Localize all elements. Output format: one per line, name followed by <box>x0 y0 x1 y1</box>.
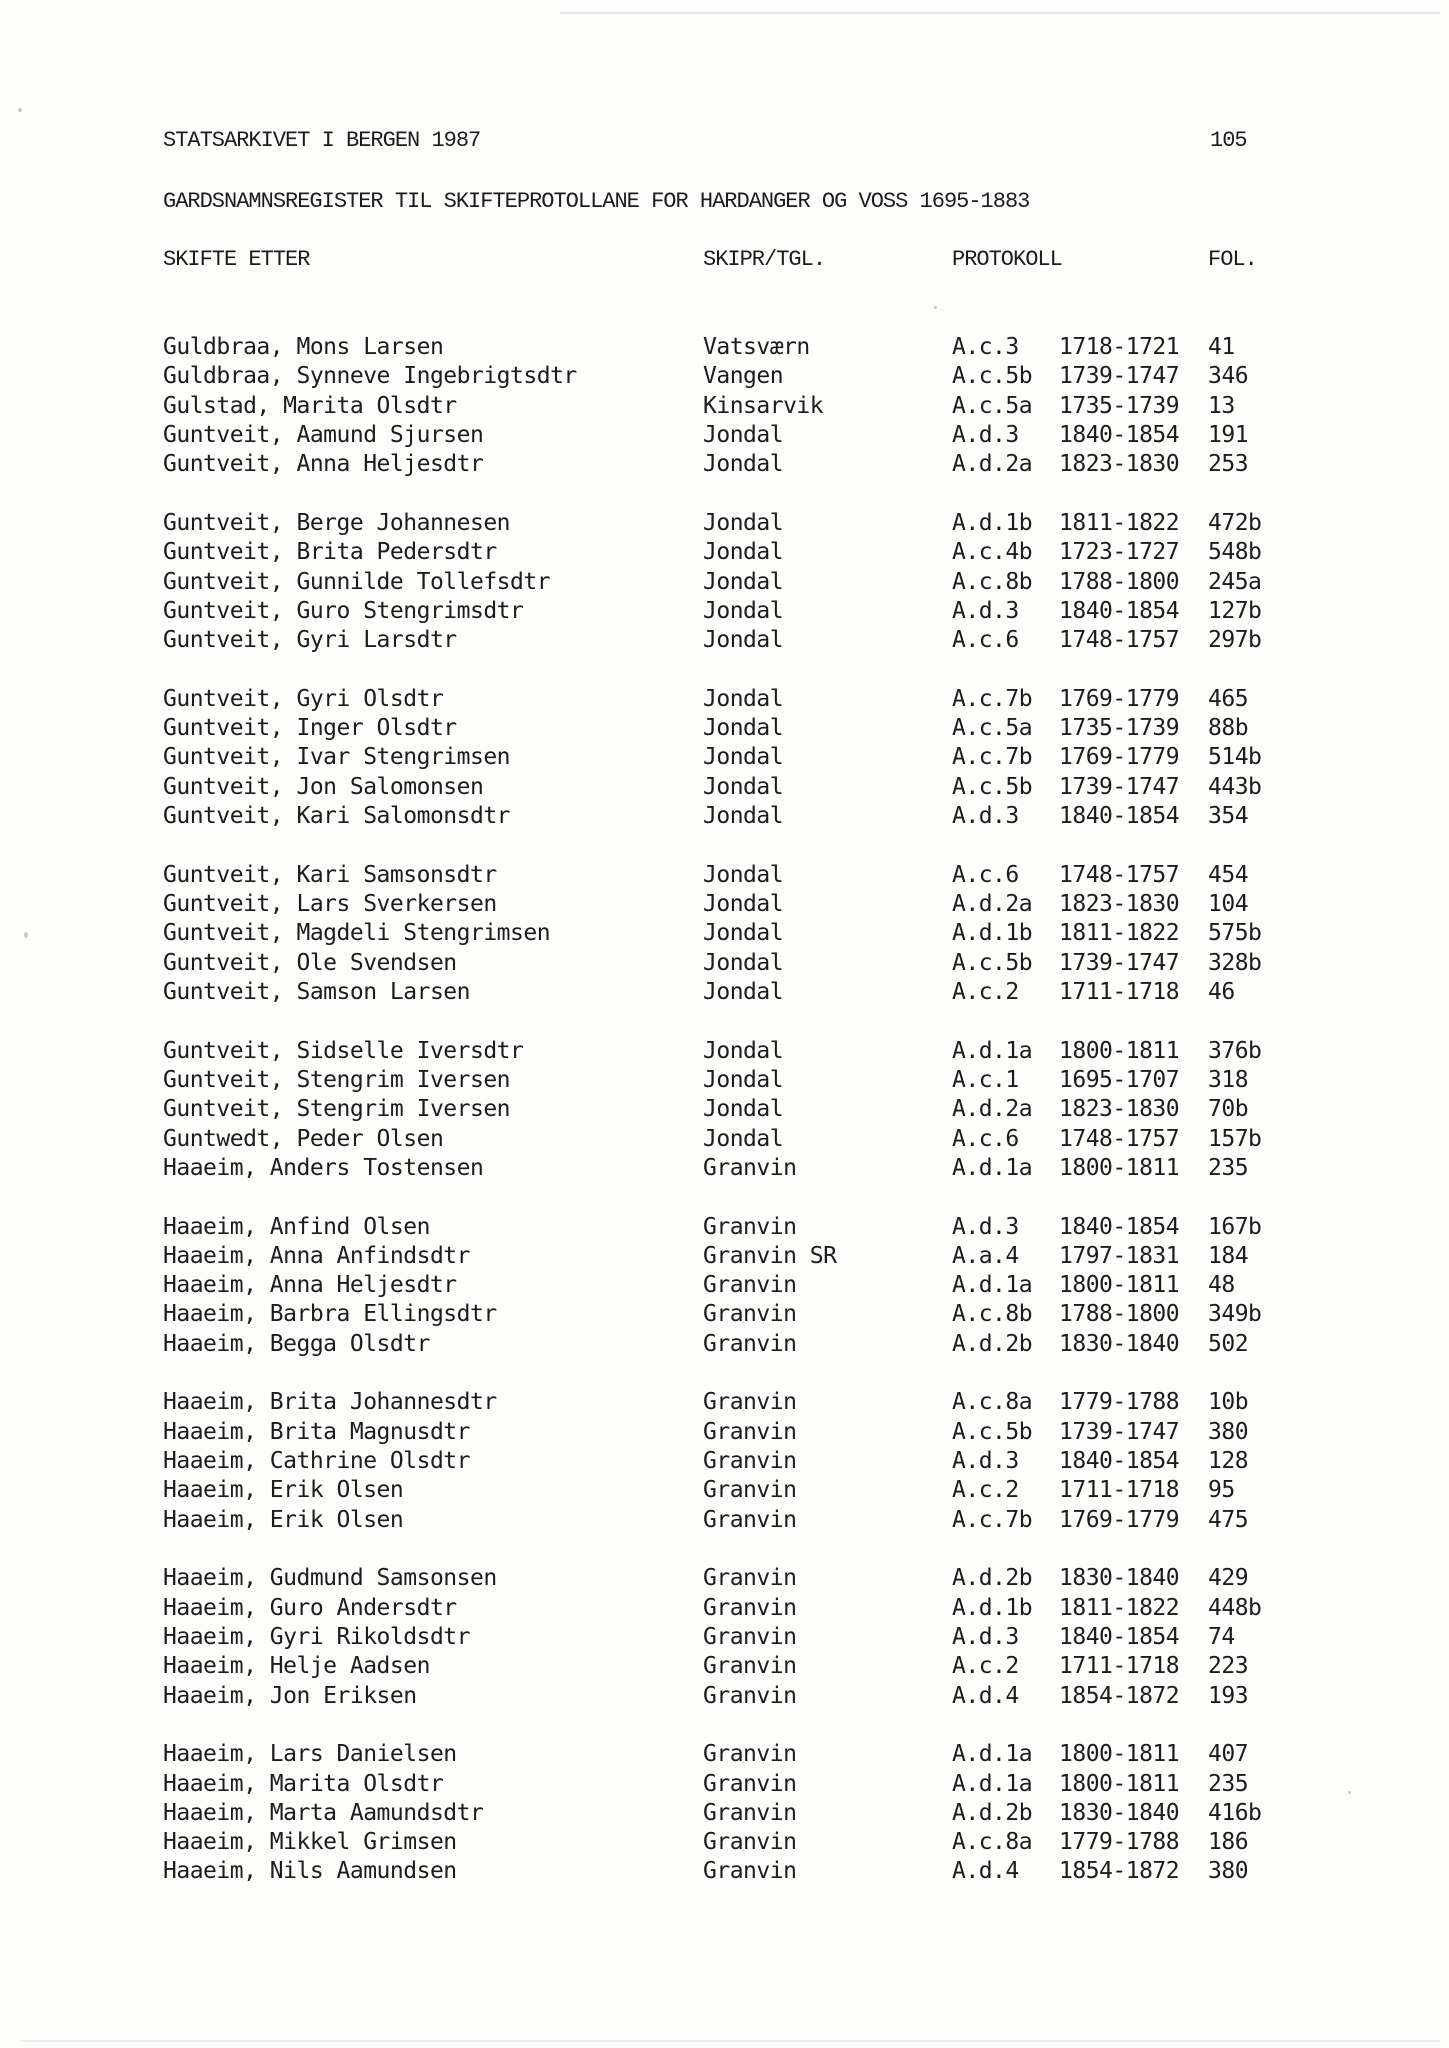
entry-folio: 465 <box>1208 685 1249 712</box>
entry-name: Haaeim, Gyri Rikoldsdtr <box>163 1623 470 1650</box>
entry-name: Guntveit, Gyri Larsdtr <box>163 627 457 654</box>
scan-edge-bottom <box>20 2040 1440 2042</box>
table-row <box>0 597 1449 626</box>
entry-folio: 193 <box>1208 1682 1249 1709</box>
entry-folio: 127b <box>1208 597 1262 624</box>
entry-protocol: A.d.1b <box>952 920 1033 947</box>
entry-years: 1811-1822 <box>1059 509 1180 536</box>
entry-name: Haaeim, Marta Aamundsdtr <box>163 1799 484 1826</box>
entry-place: Jondal <box>703 597 784 624</box>
entry-years: 1811-1822 <box>1059 920 1180 947</box>
table-row <box>0 1857 1449 1886</box>
entry-name: Haaeim, Jon Eriksen <box>163 1682 417 1709</box>
entry-place: Jondal <box>703 1037 784 1064</box>
entry-place: Jondal <box>703 685 784 712</box>
entry-years: 1797-1831 <box>1059 1242 1180 1269</box>
table-row <box>0 1770 1449 1799</box>
entry-protocol: A.d.3 <box>952 1448 1019 1474</box>
entry-name: Guntveit, Kari Samsonsdtr <box>163 861 497 888</box>
entry-years: 1811-1822 <box>1059 1594 1180 1621</box>
entry-years: 1769-1779 <box>1059 1506 1180 1533</box>
archive-heading: STATSARKIVET I BERGEN 1987 <box>163 128 481 153</box>
entry-protocol: A.d.2a <box>952 1096 1033 1123</box>
table-row <box>0 538 1449 567</box>
entry-years: 1840-1854 <box>1059 1623 1180 1650</box>
table-row <box>0 1388 1449 1417</box>
table-row <box>0 1652 1449 1681</box>
entry-protocol: A.d.1a <box>952 1272 1033 1299</box>
entry-years: 1739-1747 <box>1059 949 1180 976</box>
entry-folio: 235 <box>1208 1770 1249 1797</box>
table-row <box>0 1213 1449 1242</box>
entry-name: Haaeim, Lars Danielsen <box>163 1741 457 1768</box>
table-row <box>0 714 1449 743</box>
entry-place: Granvin <box>703 1770 797 1797</box>
entry-protocol: A.d.3 <box>952 803 1019 829</box>
column-header-protokoll: PROTOKOLL <box>952 247 1062 272</box>
entry-place: Granvin <box>703 1477 797 1504</box>
table-row <box>0 1125 1449 1154</box>
table-row <box>0 685 1449 714</box>
entry-folio: 407 <box>1208 1741 1249 1768</box>
column-header-skifte-etter: SKIFTE ETTER <box>163 247 310 272</box>
entry-folio: 472b <box>1208 509 1262 536</box>
entry-name: Guntveit, Sidselle Iversdtr <box>163 1037 524 1064</box>
table-row <box>0 1828 1449 1857</box>
entry-folio: 475 <box>1208 1506 1249 1533</box>
entry-place: Granvin <box>703 1418 797 1445</box>
scan-speck <box>18 108 22 112</box>
table-row <box>0 1623 1449 1652</box>
scan-speck <box>24 932 28 938</box>
entry-name: Haaeim, Erik Olsen <box>163 1477 404 1504</box>
table-row <box>0 861 1449 890</box>
table-row <box>0 1154 1449 1183</box>
entry-years: 1840-1854 <box>1059 421 1180 448</box>
entry-name: Guntveit, Brita Pedersdtr <box>163 539 497 566</box>
entry-protocol: A.c.6 <box>952 861 1019 888</box>
entry-name: Guldbraa, Mons Larsen <box>163 334 444 360</box>
entry-protocol: A.d.1b <box>952 1594 1033 1621</box>
entry-protocol: A.c.5b <box>952 773 1033 800</box>
entry-protocol: A.c.5b <box>952 363 1033 390</box>
table-row <box>0 743 1449 772</box>
table-row <box>0 890 1449 919</box>
entry-protocol: A.d.1a <box>952 1154 1033 1181</box>
entry-protocol: A.d.4 <box>952 1858 1019 1885</box>
entry-name: Guntveit, Jon Salomonsen <box>163 773 484 800</box>
table-row <box>0 1095 1449 1124</box>
entry-name: Haaeim, Begga Olsdtr <box>163 1330 430 1357</box>
entry-place: Jondal <box>703 803 784 829</box>
entry-name: Haaeim, Anfind Olsen <box>163 1213 430 1240</box>
entry-protocol: A.d.3 <box>952 597 1019 624</box>
entry-folio: 416b <box>1208 1799 1262 1826</box>
entry-name: Guntveit, Anna Heljesdtr <box>163 451 484 478</box>
entry-protocol: A.c.7b <box>952 1506 1033 1533</box>
entry-place: Jondal <box>703 773 784 800</box>
entry-name: Gulstad, Marita Olsdtr <box>163 392 457 419</box>
table-row <box>0 1300 1449 1329</box>
entry-place: Granvin <box>703 1653 797 1680</box>
entry-name: Guntveit, Ole Svendsen <box>163 949 457 976</box>
entry-protocol: A.d.2b <box>952 1799 1033 1826</box>
entry-place: Granvin <box>703 1623 797 1650</box>
entry-folio: 297b <box>1208 627 1262 654</box>
entry-protocol: A.d.4 <box>952 1682 1019 1709</box>
entry-folio: 514b <box>1208 744 1262 771</box>
entry-place: Granvin <box>703 1154 797 1181</box>
entry-protocol: A.d.2b <box>952 1330 1033 1357</box>
table-row <box>0 1066 1449 1095</box>
entry-years: 1830-1840 <box>1059 1565 1180 1592</box>
entry-name: Guntveit, Samson Larsen <box>163 978 470 1005</box>
register-title: GARDSNAMNSREGISTER TIL SKIFTEPROTOLLANE FOR HARDANGER OG VOSS 1695-1883 <box>163 189 1030 214</box>
entry-place: Jondal <box>703 891 784 917</box>
entry-years: 1823-1830 <box>1059 891 1180 917</box>
entry-place: Kinsarvik <box>703 392 824 419</box>
entry-place: Granvin <box>703 1389 797 1416</box>
entry-folio: 376b <box>1208 1037 1262 1064</box>
table-row <box>0 1682 1449 1711</box>
entry-protocol: A.d.1a <box>952 1741 1033 1768</box>
entry-folio: 429 <box>1208 1565 1249 1592</box>
entry-folio: 157b <box>1208 1125 1262 1152</box>
entry-folio: 548b <box>1208 539 1262 566</box>
table-row <box>0 421 1449 450</box>
table-row <box>0 773 1449 802</box>
entry-place: Granvin <box>703 1448 797 1474</box>
entry-years: 1769-1779 <box>1059 685 1180 712</box>
entry-name: Haaeim, Guro Andersdtr <box>163 1594 457 1621</box>
entry-years: 1739-1747 <box>1059 363 1180 390</box>
entry-years: 1711-1718 <box>1059 1477 1180 1504</box>
entry-name: Guntwedt, Peder Olsen <box>163 1125 444 1152</box>
entry-name: Guntveit, Guro Stengrimsdtr <box>163 597 524 624</box>
entry-years: 1711-1718 <box>1059 978 1180 1005</box>
entry-folio: 380 <box>1208 1418 1249 1445</box>
entry-protocol: A.c.1 <box>952 1066 1019 1093</box>
entry-folio: 245a <box>1208 568 1262 595</box>
entry-protocol: A.c.3 <box>952 334 1019 360</box>
entry-protocol: A.d.3 <box>952 1213 1019 1240</box>
entry-name: Guntveit, Stengrim Iversen <box>163 1066 511 1093</box>
entry-years: 1840-1854 <box>1059 597 1180 624</box>
table-row <box>0 1447 1449 1476</box>
entry-folio: 328b <box>1208 949 1262 976</box>
entry-protocol: A.c.7b <box>952 744 1033 771</box>
entry-place: Jondal <box>703 978 784 1005</box>
entry-years: 1711-1718 <box>1059 1653 1180 1680</box>
entry-place: Granvin <box>703 1565 797 1592</box>
entry-name: Guntveit, Inger Olsdtr <box>163 715 457 742</box>
entry-folio: 346 <box>1208 363 1249 390</box>
entry-name: Haaeim, Anna Anfindsdtr <box>163 1242 470 1269</box>
entry-folio: 235 <box>1208 1154 1249 1181</box>
entry-years: 1800-1811 <box>1059 1770 1180 1797</box>
entry-place: Granvin SR <box>703 1242 837 1269</box>
entry-place: Granvin <box>703 1272 797 1299</box>
entry-years: 1779-1788 <box>1059 1389 1180 1416</box>
table-row <box>0 1476 1449 1505</box>
entry-years: 1800-1811 <box>1059 1037 1180 1064</box>
entry-place: Jondal <box>703 1066 784 1093</box>
entry-place: Jondal <box>703 949 784 976</box>
entry-years: 1723-1727 <box>1059 539 1180 566</box>
table-row <box>0 392 1449 421</box>
entry-years: 1739-1747 <box>1059 1418 1180 1445</box>
entry-name: Haaeim, Marita Olsdtr <box>163 1770 444 1797</box>
entry-place: Jondal <box>703 509 784 536</box>
entry-place: Vangen <box>703 363 784 390</box>
entry-folio: 354 <box>1208 803 1249 829</box>
entry-folio: 349b <box>1208 1301 1262 1328</box>
entry-folio: 13 <box>1208 392 1235 419</box>
entry-years: 1748-1757 <box>1059 1125 1180 1152</box>
entry-years: 1830-1840 <box>1059 1330 1180 1357</box>
entry-name: Haaeim, Brita Johannesdtr <box>163 1389 497 1416</box>
entry-protocol: A.c.4b <box>952 539 1033 566</box>
entry-protocol: A.c.6 <box>952 627 1019 654</box>
entry-years: 1748-1757 <box>1059 627 1180 654</box>
entry-name: Guldbraa, Synneve Ingebrigtsdtr <box>163 363 577 390</box>
table-row <box>0 1271 1449 1300</box>
table-row <box>0 1242 1449 1271</box>
page-number: 105 <box>1210 128 1247 153</box>
table-row <box>0 1506 1449 1535</box>
entry-years: 1779-1788 <box>1059 1829 1180 1856</box>
entry-years: 1695-1707 <box>1059 1066 1180 1093</box>
entry-protocol: A.d.3 <box>952 1623 1019 1650</box>
entry-name: Haaeim, Helje Aadsen <box>163 1653 430 1680</box>
entry-place: Granvin <box>703 1858 797 1885</box>
entry-folio: 10b <box>1208 1389 1249 1416</box>
table-row <box>0 333 1449 362</box>
entry-place: Granvin <box>703 1799 797 1826</box>
entry-folio: 318 <box>1208 1066 1249 1093</box>
table-row <box>0 949 1449 978</box>
entry-folio: 443b <box>1208 773 1262 800</box>
entry-folio: 128 <box>1208 1448 1249 1474</box>
table-row <box>0 1564 1449 1593</box>
entry-protocol: A.d.3 <box>952 421 1019 448</box>
entry-place: Jondal <box>703 861 784 888</box>
entry-protocol: A.c.5b <box>952 1418 1033 1445</box>
entry-years: 1823-1830 <box>1059 1096 1180 1123</box>
entry-protocol: A.d.2a <box>952 451 1033 478</box>
entry-years: 1800-1811 <box>1059 1154 1180 1181</box>
entry-place: Jondal <box>703 920 784 947</box>
entry-years: 1840-1854 <box>1059 803 1180 829</box>
entry-years: 1823-1830 <box>1059 451 1180 478</box>
entry-folio: 448b <box>1208 1594 1262 1621</box>
entry-name: Guntveit, Gunnilde Tollefsdtr <box>163 568 551 595</box>
entry-place: Jondal <box>703 1096 784 1123</box>
entry-protocol: A.c.6 <box>952 1125 1019 1152</box>
entry-name: Guntveit, Gyri Olsdtr <box>163 685 444 712</box>
entry-years: 1739-1747 <box>1059 773 1180 800</box>
entry-folio: 48 <box>1208 1272 1235 1299</box>
entry-protocol: A.c.7b <box>952 685 1033 712</box>
entry-protocol: A.c.8a <box>952 1829 1033 1856</box>
entry-years: 1788-1800 <box>1059 1301 1180 1328</box>
entry-name: Guntveit, Aamund Sjursen <box>163 421 484 448</box>
entry-folio: 41 <box>1208 334 1235 360</box>
entry-folio: 575b <box>1208 920 1262 947</box>
table-row <box>0 1330 1449 1359</box>
entry-folio: 88b <box>1208 715 1249 742</box>
table-row <box>0 1799 1449 1828</box>
table-row <box>0 978 1449 1007</box>
entry-folio: 380 <box>1208 1858 1249 1885</box>
entry-name: Haaeim, Cathrine Olsdtr <box>163 1448 470 1474</box>
entry-place: Jondal <box>703 1125 784 1152</box>
entry-name: Haaeim, Gudmund Samsonsen <box>163 1565 497 1592</box>
entry-folio: 74 <box>1208 1623 1235 1650</box>
entry-years: 1769-1779 <box>1059 744 1180 771</box>
entry-folio: 104 <box>1208 891 1249 917</box>
entry-years: 1735-1739 <box>1059 392 1180 419</box>
entry-name: Guntveit, Stengrim Iversen <box>163 1096 511 1123</box>
entry-folio: 95 <box>1208 1477 1235 1504</box>
entry-years: 1800-1811 <box>1059 1741 1180 1768</box>
table-row <box>0 802 1449 831</box>
scan-speck <box>1348 1791 1351 1794</box>
entry-name: Guntveit, Lars Sverkersen <box>163 891 497 917</box>
entry-protocol: A.d.1a <box>952 1037 1033 1064</box>
entry-place: Jondal <box>703 744 784 771</box>
entry-protocol: A.c.2 <box>952 1477 1019 1504</box>
entry-years: 1800-1811 <box>1059 1272 1180 1299</box>
entry-folio: 184 <box>1208 1242 1249 1269</box>
entry-place: Vatsværn <box>703 334 810 360</box>
entry-place: Jondal <box>703 539 784 566</box>
entry-folio: 70b <box>1208 1096 1249 1123</box>
entry-folio: 186 <box>1208 1829 1249 1856</box>
entry-folio: 502 <box>1208 1330 1249 1357</box>
entry-protocol: A.d.1b <box>952 509 1033 536</box>
entry-place: Granvin <box>703 1301 797 1328</box>
table-row <box>0 1740 1449 1769</box>
entry-years: 1830-1840 <box>1059 1799 1180 1826</box>
entry-years: 1840-1854 <box>1059 1448 1180 1474</box>
entry-place: Granvin <box>703 1506 797 1533</box>
entry-place: Jondal <box>703 568 784 595</box>
entry-place: Granvin <box>703 1741 797 1768</box>
table-row <box>0 919 1449 948</box>
entry-folio: 191 <box>1208 421 1249 448</box>
table-row <box>0 1418 1449 1447</box>
entry-place: Jondal <box>703 421 784 448</box>
entry-folio: 253 <box>1208 451 1249 478</box>
entry-protocol: A.d.2a <box>952 891 1033 917</box>
table-row <box>0 1037 1449 1066</box>
entry-protocol: A.a.4 <box>952 1242 1019 1269</box>
entry-name: Haaeim, Mikkel Grimsen <box>163 1829 457 1856</box>
entry-name: Guntveit, Ivar Stengrimsen <box>163 744 511 771</box>
entry-place: Jondal <box>703 627 784 654</box>
entry-protocol: A.c.5a <box>952 392 1033 419</box>
table-row <box>0 1594 1449 1623</box>
entry-place: Granvin <box>703 1213 797 1240</box>
entry-folio: 454 <box>1208 861 1249 888</box>
entry-protocol: A.c.5b <box>952 949 1033 976</box>
entry-years: 1854-1872 <box>1059 1682 1180 1709</box>
entry-protocol: A.c.8a <box>952 1389 1033 1416</box>
entry-name: Haaeim, Nils Aamundsen <box>163 1858 457 1885</box>
entry-years: 1840-1854 <box>1059 1213 1180 1240</box>
entry-protocol: A.c.2 <box>952 1653 1019 1680</box>
entry-name: Guntveit, Kari Salomonsdtr <box>163 803 511 829</box>
entry-name: Guntveit, Magdeli Stengrimsen <box>163 920 551 947</box>
entry-name: Guntveit, Berge Johannesen <box>163 509 511 536</box>
entry-name: Haaeim, Barbra Ellingsdtr <box>163 1301 497 1328</box>
entry-years: 1718-1721 <box>1059 334 1180 360</box>
entry-place: Jondal <box>703 451 784 478</box>
entry-protocol: A.d.1a <box>952 1770 1033 1797</box>
entry-protocol: A.c.8b <box>952 1301 1033 1328</box>
entry-folio: 167b <box>1208 1213 1262 1240</box>
table-row <box>0 362 1449 391</box>
entry-name: Haaeim, Anna Heljesdtr <box>163 1272 457 1299</box>
entry-protocol: A.c.2 <box>952 978 1019 1005</box>
entry-protocol: A.c.8b <box>952 568 1033 595</box>
scan-edge-top <box>560 12 1440 14</box>
table-row <box>0 568 1449 597</box>
entry-years: 1735-1739 <box>1059 715 1180 742</box>
entry-years: 1748-1757 <box>1059 861 1180 888</box>
table-row <box>0 509 1449 538</box>
scan-speck <box>934 306 937 309</box>
column-header-fol: FOL. <box>1208 247 1257 272</box>
entry-place: Granvin <box>703 1829 797 1856</box>
column-header-skipr-tgl: SKIPR/TGL. <box>703 247 826 272</box>
entry-protocol: A.c.5a <box>952 715 1033 742</box>
entry-place: Granvin <box>703 1594 797 1621</box>
entry-folio: 223 <box>1208 1653 1249 1680</box>
entry-folio: 46 <box>1208 978 1235 1005</box>
entry-place: Granvin <box>703 1330 797 1357</box>
entry-name: Haaeim, Erik Olsen <box>163 1506 404 1533</box>
entry-protocol: A.d.2b <box>952 1565 1033 1592</box>
entry-name: Haaeim, Brita Magnusdtr <box>163 1418 470 1445</box>
table-row <box>0 450 1449 479</box>
entry-name: Haaeim, Anders Tostensen <box>163 1154 484 1181</box>
entry-place: Granvin <box>703 1682 797 1709</box>
entry-place: Jondal <box>703 715 784 742</box>
entry-years: 1788-1800 <box>1059 568 1180 595</box>
entry-years: 1854-1872 <box>1059 1858 1180 1885</box>
table-row <box>0 626 1449 655</box>
